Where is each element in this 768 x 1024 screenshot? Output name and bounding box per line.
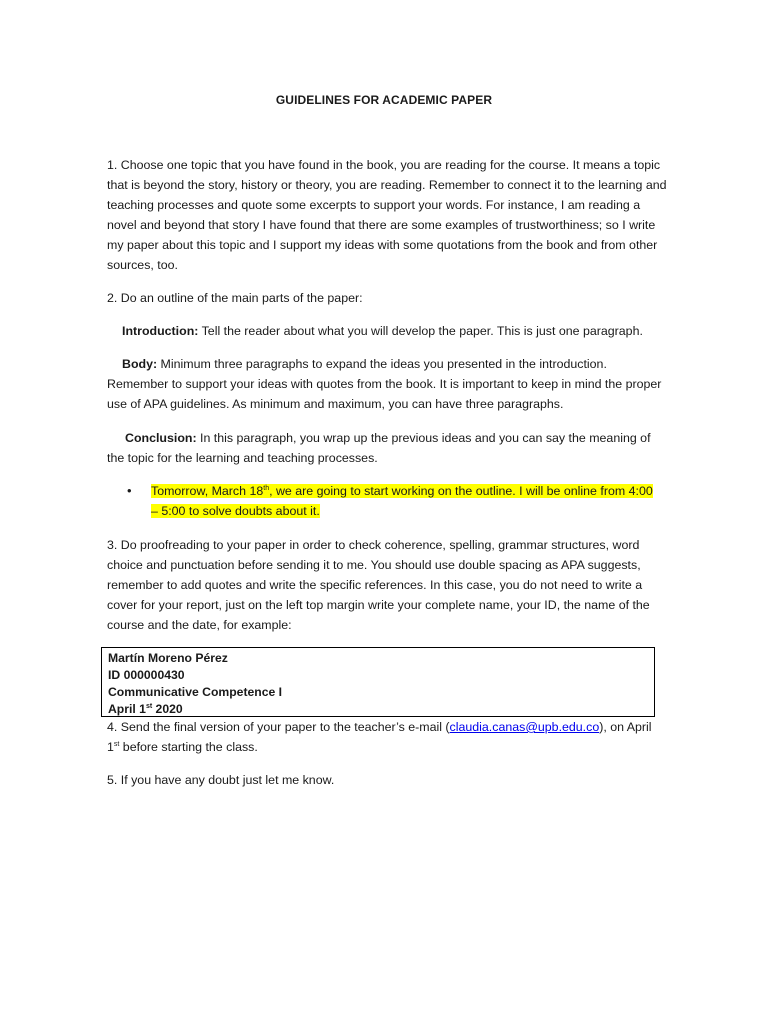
item-5-paragraph: 5. If you have any doubt just let me know.: [107, 773, 335, 787]
bullet-text-part2: , we are going to start working on the outline. I will be online from 4:00 – 5:00 to solve doubts about it.: [151, 484, 653, 518]
example-date: April 1st 2020: [108, 702, 183, 716]
item-2-paragraph: 2. Do an outline of the main parts of the paper:: [107, 291, 363, 305]
body-paragraph: [107, 354, 667, 414]
bullet-text-part1: Tomorrow, March 18: [151, 484, 264, 498]
conclusion-paragraph: [107, 428, 667, 468]
example-box: [101, 647, 655, 717]
item-4-part1: 4. Send the final version of your paper to the teacher’s e-mail (: [107, 720, 450, 734]
body-label: Body:: [122, 357, 158, 371]
item-1-paragraph: 1. Choose one topic that you have found in the book, you are reading for the course. It means a topic that is beyond the story, history or theory, you are reading. Remember to connect it to the learning and teaching processes and quote some excerpts to support your words. For instance, I am reading a novel and beyond that story I have found that there are some examples of trustworthiness; so I write my paper about this topic and I support my ideas with some quotations from the book and from other sources, too.: [107, 158, 667, 272]
example-course: Communicative Competence I: [108, 685, 283, 699]
bullet-text-sup: th: [263, 484, 270, 492]
body-text: Minimum three paragraphs to expand the ideas you presented in the introduction. Remember to support your ideas with quotes from the book. It is important to keep in mind the proper use of APA guidelines. As minimum and maximum, you can have three paragraphs.: [107, 357, 662, 411]
bullet-text: [151, 481, 661, 521]
conclusion-text: In this paragraph, you wrap up the previous ideas and you can say the meaning of the topic for the learning and teaching processes.: [107, 431, 651, 465]
item-4-part3: before starting the class.: [119, 740, 258, 754]
conclusion-label: Conclusion:: [125, 431, 197, 445]
introduction-paragraph: [107, 321, 667, 341]
introduction-label: Introduction:: [122, 324, 199, 338]
item-4-paragraph: [107, 717, 667, 757]
example-id: ID 000000430: [108, 668, 185, 682]
item-4-sup: st: [113, 740, 120, 748]
introduction-text: Tell the reader about what you will develop the paper. This is just one paragraph.: [198, 324, 643, 338]
item-3-paragraph: 3. Do proofreading to your paper in order to check coherence, spelling, grammar structures, word choice and punctuation before sending it to me. You should use double spacing as APA suggests, remember to add quotes and write the specific references. In this case, you do not need to write a cover for your report, just on the left top margin write your complete name, your ID, the name of the course and the date, for example:: [107, 538, 650, 632]
example-name: Martín Moreno Pérez: [108, 651, 228, 665]
bullet-icon: •: [127, 483, 132, 498]
item-4-part2: ), on April 1: [107, 720, 652, 754]
email-link[interactable]: claudia.canas@upb.edu.co: [449, 720, 600, 734]
page-title: GUIDELINES FOR ACADEMIC PAPER: [275, 93, 493, 107]
